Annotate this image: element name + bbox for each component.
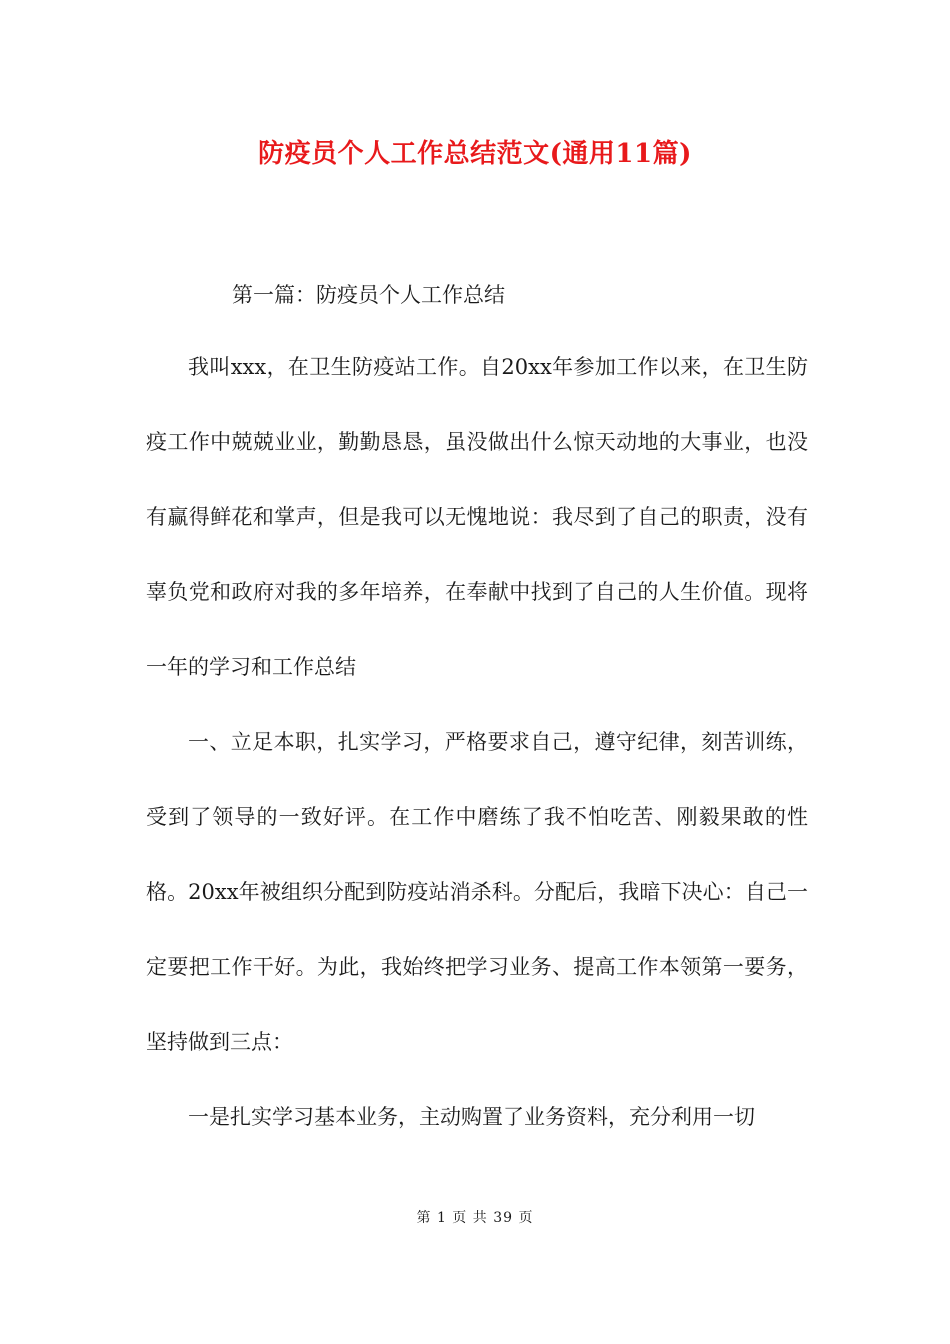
body-paragraph-3 — [146, 1080, 808, 1155]
paragraph-text: 一、立足本职，扎实学习，严格要求自己，遵守纪律，刻苦训练，受到了领导的一致好评。在工作中磨练了我不怕吃苦、刚毅果敢的性格。20xx年被组织分配到防疫站消杀科。分配后，我暗下决心：自己一定要把工作干好。为此，我始终把学习业务、提高工作本领第一要务，坚持做到三点： — [146, 730, 808, 1054]
body-paragraph-2 — [146, 705, 808, 1080]
document-title: 防疫员个人工作总结范文(通用11篇) — [258, 139, 692, 169]
paragraph-text: 我叫xxx，在卫生防疫站工作。自20xx年参加工作以来，在卫生防疫工作中兢兢业业，勤勤恳恳，虽没做出什么惊天动地的大事业，也没有赢得鲜花和掌声，但是我可以无愧地说：我尽到了自己的职责，没有辜负党和政府对我的多年培养，在奉献中找到了自己的人生价值。现将一年的学习和工作总结 — [146, 355, 808, 679]
paragraph-text: 一是扎实学习基本业务，主动购置了业务资料，充分利用一切 — [188, 1105, 755, 1129]
body-paragraph-1 — [146, 330, 808, 705]
section-heading: 第一篇：防疫员个人工作总结 — [232, 283, 505, 307]
page-number-footer: 第 1 页 共 39 页 — [416, 1210, 534, 1226]
